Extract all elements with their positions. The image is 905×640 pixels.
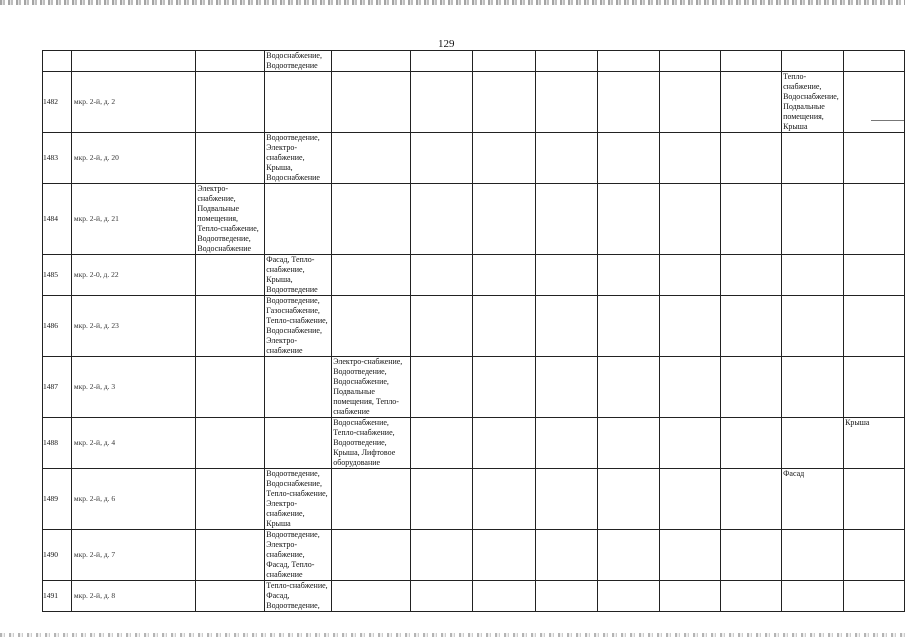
cell-empty [598,296,660,357]
cell-empty [844,581,905,612]
cell-empty [721,72,782,133]
cell-num: 1488 [43,418,72,469]
cell-empty [196,418,265,469]
cell-empty [659,184,721,255]
cell-empty [472,184,536,255]
cell-empty [782,133,844,184]
cell-empty [536,469,598,530]
cell-empty [844,255,905,296]
table-row [43,581,905,612]
cell-empty [598,51,660,72]
cell-empty [411,469,473,530]
cell-empty [196,357,265,418]
cell-empty [332,581,411,612]
cell-empty [196,133,265,184]
cell-empty [472,469,536,530]
cell-empty [411,255,473,296]
table-row [43,296,905,357]
cell-empty [782,51,844,72]
cell-work-col12: Тепло- снабжение, Водоснабжение, Подвальные помещения, Крыша [782,72,844,133]
cell-work-col4: Водоотведение, Водоснабжение, Тепло-снабжение, Электро- снабжение, Крыша [265,469,332,530]
cell-empty [721,469,782,530]
cell-empty [598,581,660,612]
cell-empty [782,581,844,612]
cell-empty [332,133,411,184]
cell-empty [782,357,844,418]
cell-num: 1490 [43,530,72,581]
cell-empty [332,296,411,357]
cell-empty [659,51,721,72]
cell-empty [536,418,598,469]
cell-num: 1489 [43,469,72,530]
cell-address: мкр. 2-й, д. 23 [71,296,195,357]
cell-address: мкр. 2-й, д. 8 [71,581,195,612]
cell-empty [844,530,905,581]
cell-empty [598,133,660,184]
cell-empty [782,418,844,469]
cell-empty [721,255,782,296]
cell-empty [659,581,721,612]
cell-address [71,51,195,72]
cell-work-col3 [196,51,265,72]
cell-empty [472,357,536,418]
cell-empty [332,184,411,255]
cell-address: мкр. 2-й, д. 21 [71,184,195,255]
table-row [43,357,905,418]
cell-empty [411,51,473,72]
cell-empty [598,357,660,418]
cell-empty [844,133,905,184]
cell-empty [411,418,473,469]
cell-empty [659,72,721,133]
cell-address: мкр. 2-й, д. 3 [71,357,195,418]
cell-work-col4: Водоотведение, Газоснабжение, Тепло-снабжение, Водоснабжение, Электро- снабжение [265,296,332,357]
cell-num: 1491 [43,581,72,612]
cell-address: мкр. 2-й, д. 20 [71,133,195,184]
page-number: 129 [438,38,455,50]
cell-empty [844,357,905,418]
cell-empty [196,581,265,612]
cell-empty [659,469,721,530]
cell-empty [782,255,844,296]
cell-empty [536,255,598,296]
cell-empty [411,530,473,581]
cell-empty [472,418,536,469]
cell-address: мкр. 2-0, д. 22 [71,255,195,296]
cell-empty [265,72,332,133]
cell-empty [721,530,782,581]
scan-edge-top [0,0,905,5]
cell-empty [659,296,721,357]
cell-empty [472,581,536,612]
cell-empty [411,72,473,133]
cell-empty [196,255,265,296]
cell-empty [598,530,660,581]
cell-empty [196,72,265,133]
table-row [43,418,905,469]
cell-empty [844,72,905,133]
table-row-continuation [43,51,905,72]
cell-work-col4: Водоотведение, Электро- снабжение, Крыша, Водоснабжение [265,133,332,184]
cell-empty [844,184,905,255]
cell-empty [332,530,411,581]
cell-work-col5: Электро-снабжение, Водоотведение, Водоснабжение, Подвальные помещения, Тепло- снабжение [332,357,411,418]
cell-empty [598,469,660,530]
table-row [43,133,905,184]
cell-empty [472,51,536,72]
cell-empty [536,51,598,72]
cell-empty [598,72,660,133]
cell-empty [411,184,473,255]
cell-empty [659,357,721,418]
table-row [43,255,905,296]
cell-num [43,51,72,72]
cell-empty [472,530,536,581]
cell-empty [472,296,536,357]
cell-num: 1487 [43,357,72,418]
cell-empty [782,530,844,581]
cell-empty [265,184,332,255]
cell-address: мкр. 2-й, д. 4 [71,418,195,469]
cell-empty [659,530,721,581]
cell-empty [196,296,265,357]
cell-num: 1483 [43,133,72,184]
cell-empty [536,184,598,255]
cell-empty [411,357,473,418]
cell-empty [721,51,782,72]
cell-work-col4: Фасад, Тепло- снабжение, Крыша, Водоотведение [265,255,332,296]
cell-empty [536,581,598,612]
cell-work-col4: Тепло-снабжение, Фасад, Водоотведение, [265,581,332,612]
cell-empty [472,72,536,133]
cell-empty [472,133,536,184]
cell-empty [659,133,721,184]
table-row [43,184,905,255]
cell-num: 1484 [43,184,72,255]
cell-empty [721,133,782,184]
cell-empty [721,184,782,255]
table-row [43,469,905,530]
cell-empty [844,469,905,530]
cell-address: мкр. 2-й, д. 6 [71,469,195,530]
cell-empty [721,357,782,418]
cell-empty [721,581,782,612]
cell-empty [536,72,598,133]
cell-empty [411,296,473,357]
cell-empty [472,255,536,296]
cell-empty [411,133,473,184]
table-row [43,72,905,133]
cell-empty [659,255,721,296]
cell-work-col3: Электро- снабжение, Подвальные помещения, Тепло-снабжение, Водоотведение, Водоснабжение [196,184,265,255]
cell-empty [659,418,721,469]
cell-address: мкр. 2-й, д. 2 [71,72,195,133]
cell-empty [782,184,844,255]
cell-num: 1485 [43,255,72,296]
cell-empty [721,418,782,469]
cell-empty [332,51,411,72]
cell-work-col13: Крыша [844,418,905,469]
cell-empty [332,469,411,530]
cell-empty [265,357,332,418]
cell-empty [598,255,660,296]
repair-schedule-table [42,50,905,612]
cell-address: мкр. 2-й, д. 7 [71,530,195,581]
cell-work-col4: Водоснабжение, Водоотведение [265,51,332,72]
scan-edge-bottom [0,633,905,637]
cell-empty [332,255,411,296]
cell-empty [844,51,905,72]
cell-num: 1486 [43,296,72,357]
cell-empty [536,530,598,581]
cell-empty [536,296,598,357]
cell-empty [598,418,660,469]
cell-empty [196,469,265,530]
cell-work-col5: Водоснабжение, Тепло-снабжение, Водоотведение, Крыша, Лифтовое оборудование [332,418,411,469]
cell-empty [536,133,598,184]
cell-work-col12: Фасад [782,469,844,530]
cell-work-col4: Водоотведение, Электро- снабжение, Фасад, Тепло- снабжение [265,530,332,581]
cell-empty [536,357,598,418]
cell-empty [411,581,473,612]
cell-empty [332,72,411,133]
table-row [43,530,905,581]
cell-empty [782,296,844,357]
cell-num: 1482 [43,72,72,133]
cell-empty [721,296,782,357]
cell-empty [844,296,905,357]
cell-empty [196,530,265,581]
cell-empty [598,184,660,255]
cell-empty [265,418,332,469]
